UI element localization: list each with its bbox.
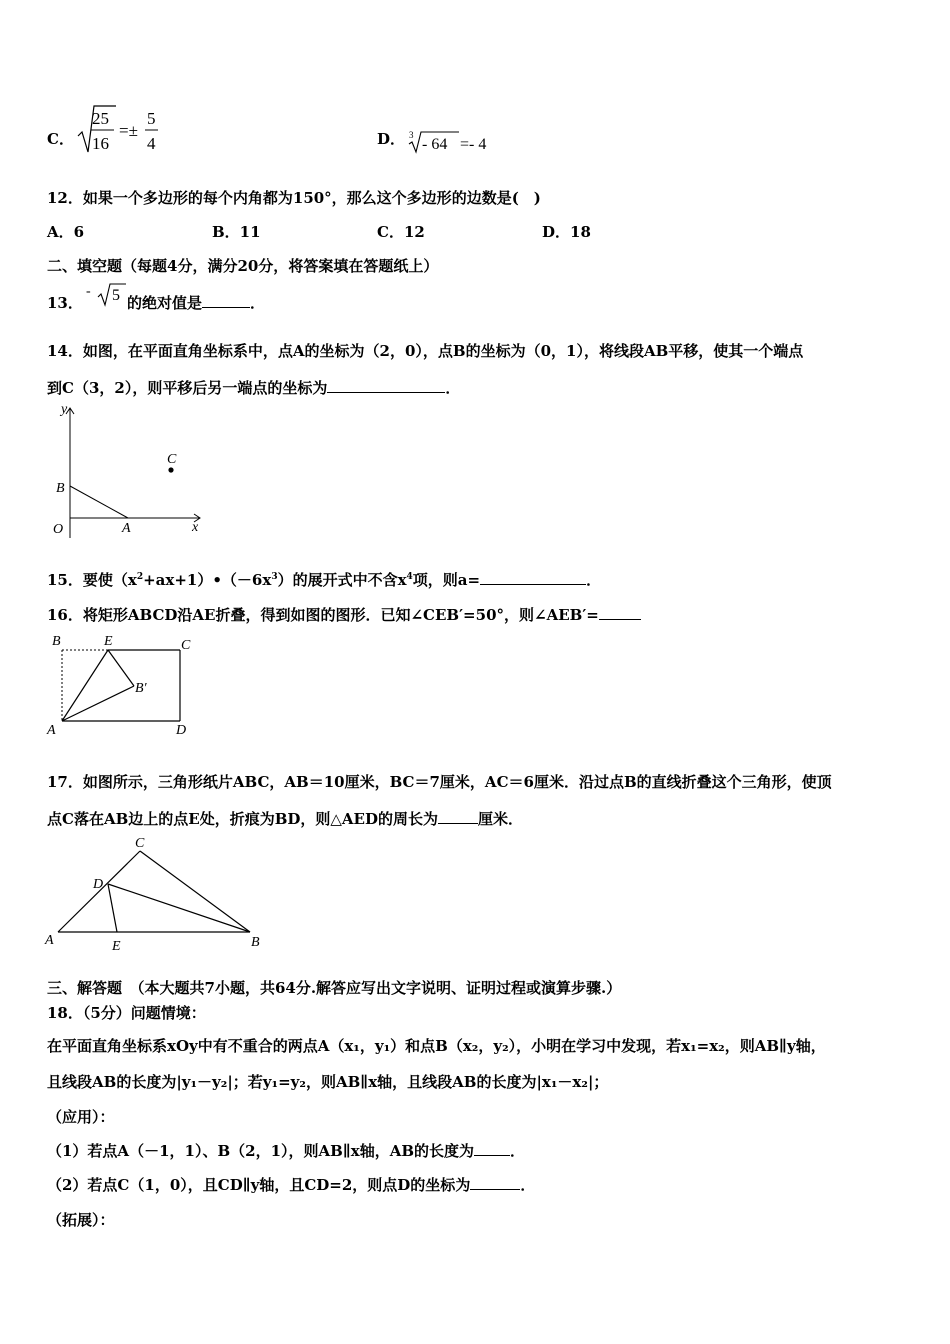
- q17-label-c: C: [135, 836, 145, 851]
- q11-c-num2: 5: [147, 109, 156, 128]
- q14-label-o: O: [53, 522, 64, 537]
- q15-pre: 15．要使（x: [47, 571, 137, 589]
- q13-text-body: 的绝对值是: [127, 294, 203, 312]
- q15-text: [47, 569, 601, 590]
- q16-label-d: D: [176, 723, 187, 738]
- q14-line1: 14．如图，在平面直角坐标系中，点A的坐标为（2，0），点B的坐标为（0，1），将线段AB平移，使其一个端点: [47, 342, 804, 360]
- q11-c-den2: 4: [147, 134, 156, 153]
- q17-seg-de: [108, 884, 117, 932]
- q16-answer-blank[interactable]: [599, 607, 641, 620]
- q16-label-bp: B′: [135, 681, 147, 696]
- q14-label-c: C: [167, 452, 177, 467]
- q12-option-a: A．6: [47, 223, 85, 241]
- section-2-title: 二、填空题（每题4分，满分20分，将答案填在答题纸上）: [47, 257, 439, 275]
- q17-line1: 17．如图所示，三角形纸片ABC，AB＝10厘米，BC＝7厘米，AC＝6厘米．沿过点B的直线折叠这个三角形，使顶: [47, 773, 832, 791]
- q17-line2-text: 点C落在AB边上的点E处，折痕为BD，则△AED的周长为: [47, 810, 438, 828]
- q11-d-index: 3: [409, 130, 414, 140]
- q17-label-a: A: [45, 933, 54, 948]
- q11-option-c-expression: [74, 102, 174, 156]
- q18-sub2-text: （2）若点C（1，0），且CD∥y轴，且CD=2，则点D的坐标为: [47, 1176, 471, 1194]
- q16-label-e: E: [104, 634, 113, 649]
- q18-sub2-end: ．: [520, 1176, 536, 1194]
- q12-option-b: B．11: [212, 223, 261, 241]
- q14-point-c: [168, 467, 173, 472]
- q15-mid2: ）的展开式中不含x: [277, 571, 407, 589]
- q14-label-x: x: [192, 520, 199, 535]
- q18-sub1-text: （1）若点A（－1，1）、B（2，1），则AB∥x轴，AB的长度为: [47, 1142, 475, 1160]
- q13-radicand: 5: [112, 287, 120, 304]
- q18-sub2: [47, 1174, 535, 1195]
- q11-option-d-expression: [405, 128, 505, 156]
- q18-sub1-end: ．: [510, 1142, 526, 1160]
- section-3-title: 三、解答题 （本大题共7小题，共64分.解答应写出文字说明、证明过程或演算步骤.）: [47, 979, 622, 997]
- q16-text: [47, 604, 641, 625]
- q16-label-a: A: [47, 723, 56, 738]
- q14-segment-ab: [70, 486, 128, 518]
- q14-coordinate-figure: [40, 400, 210, 542]
- q18-extend-heading: （拓展）：: [47, 1211, 115, 1229]
- q13-neg-sqrt5: [84, 281, 130, 309]
- q11-option-d-label: D．: [377, 130, 406, 148]
- q15-mid: +ax+1）•（－6x: [143, 571, 272, 589]
- q14-answer-blank[interactable]: [327, 380, 445, 393]
- q16-rectangle-figure: [42, 630, 212, 740]
- q14-line2: [47, 377, 460, 398]
- q15-sup3: 4: [406, 572, 413, 582]
- q18-apply-heading: （应用）：: [47, 1108, 115, 1126]
- q12-stem: 12．如果一个多边形的每个内角都为150°，那么这个多边形的边数是( ): [47, 189, 541, 207]
- q12-option-c: C．12: [377, 223, 425, 241]
- q17-crease-bd: [108, 884, 250, 932]
- q16-label-b: B: [52, 634, 61, 649]
- q17-label-e: E: [112, 939, 121, 954]
- q13-number: 13．: [47, 294, 83, 312]
- q13-answer-blank[interactable]: [202, 295, 250, 308]
- q11-c-num1: 25: [92, 109, 109, 128]
- q17-answer-blank[interactable]: [438, 811, 478, 824]
- q16-seg-eb: [108, 650, 134, 686]
- q17-line2-end: 厘米．: [478, 810, 524, 828]
- q13-neg: -: [86, 284, 91, 299]
- q17-label-d: D: [93, 877, 104, 892]
- q12-option-d: D．18: [542, 223, 591, 241]
- q17-side-cb: [140, 851, 250, 932]
- q18-sub1-blank[interactable]: [474, 1143, 510, 1156]
- q14-end: ．: [445, 379, 461, 397]
- q17-label-b: B: [251, 935, 260, 950]
- q14-label-a: A: [122, 521, 131, 536]
- q18-sub1: [47, 1140, 525, 1161]
- q17-line2: [47, 808, 523, 829]
- q18-para2: 且线段AB的长度为|y₁－y₂|；若y₁=y₂，则AB∥x轴，且线段AB的长度为|x₁－x₂|；: [47, 1073, 609, 1091]
- q18-para1: 在平面直角坐标系xOy中有不重合的两点A（x₁，y₁）和点B（x₂，y₂），小明在学习中发现，若x₁=x₂，则AB∥y轴，: [47, 1037, 826, 1055]
- q11-option-c-label: C．: [47, 130, 74, 148]
- q11-c-eq: =±: [119, 121, 138, 140]
- q15-answer-blank[interactable]: [480, 572, 586, 585]
- q17-triangle-figure: [40, 832, 270, 956]
- q15-post: 项，则a=: [412, 571, 481, 589]
- q16-label-c: C: [181, 638, 191, 653]
- q14-label-y: y: [61, 402, 68, 417]
- q13-end: ．: [250, 294, 266, 312]
- q18-heading: 18．（5分）问题情境：: [47, 1004, 206, 1022]
- q15-sup2: 3: [271, 572, 278, 582]
- q15-end: ．: [586, 571, 602, 589]
- q15-sup1: 2: [136, 572, 144, 582]
- q14-line2-text: 到C（3，2），则平移后另一端点的坐标为: [47, 379, 328, 397]
- q11-d-rhs: =- 4: [460, 136, 487, 153]
- q14-label-b: B: [56, 481, 65, 496]
- q13-text: [127, 292, 265, 313]
- q18-sub2-blank[interactable]: [470, 1177, 520, 1190]
- q11-d-radicand: - 64: [422, 136, 448, 153]
- q11-c-den1: 16: [92, 134, 109, 153]
- q16-text-body: 16．将矩形ABCD沿AE折叠，得到如图的图形．已知∠CEB′=50°，则∠AEB′=: [47, 606, 599, 624]
